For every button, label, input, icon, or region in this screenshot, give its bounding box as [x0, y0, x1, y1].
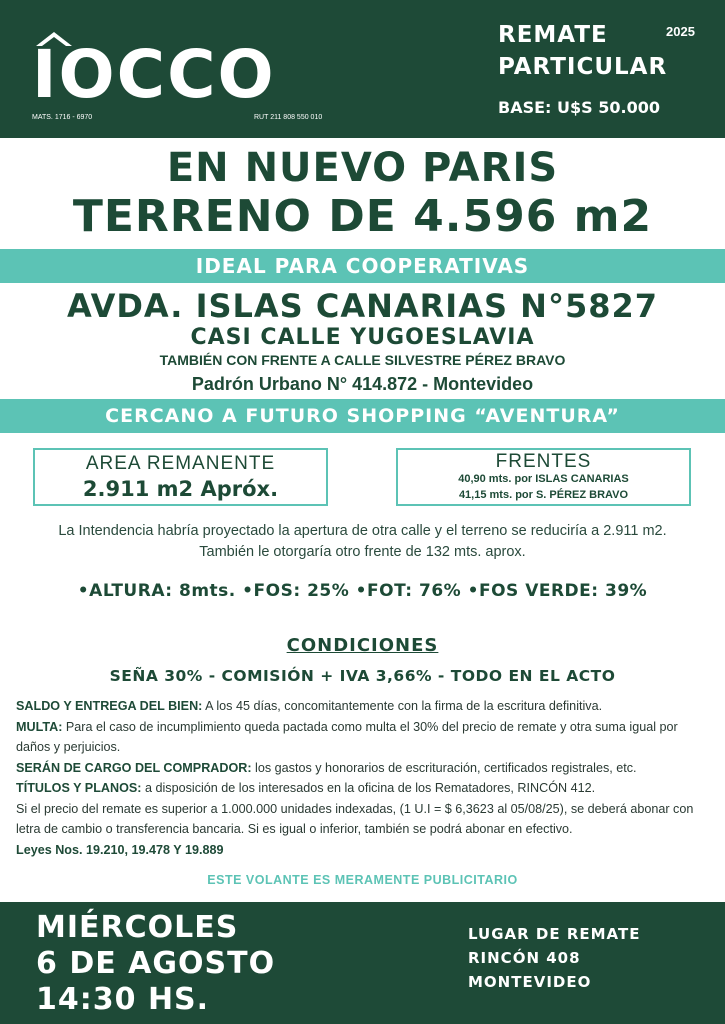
terms-text [16, 696, 712, 860]
auction-time: 14:30 HS. [36, 982, 210, 1017]
venue-address: RINCÓN 408 [468, 949, 581, 967]
cargo-text: los gastos y honorarios de escrituración, certificados registrales, etc. [251, 760, 637, 775]
leyes: Leyes Nos. 19.210, 19.478 Y 19.889 [16, 842, 224, 857]
year-label: 2025 [666, 24, 695, 39]
cargo-term [16, 758, 712, 779]
conditions-summary: SEÑA 30% - COMISIÓN + IVA 3,66% - TODO EN EL ACTO [109, 667, 616, 685]
precio-term: Si el precio del remate es superior a 1.000.000 unidades indexadas, (1 U.I = $ 6,3623 al 05/08/25), se deberá abonar con letra de cambio o transferencia bancaria. Si es igual o inferior, también se podrá abonar en efectivo. [16, 801, 694, 836]
cargo-label: SERÁN DE CARGO DEL COMPRADOR: [16, 760, 252, 775]
building-metrics: •ALTURA: 8mts. •FOS: 25% •FOT: 76% •FOS VERDE: 39% [77, 581, 648, 601]
conditions-title: CONDICIONES [286, 635, 439, 656]
multa-label: MULTA: [16, 719, 63, 734]
secondary-frontage: TAMBIÉN CON FRENTE A CALLE SILVESTRE PÉREZ BRAVO [159, 352, 566, 368]
extra-frontage-note: También le otorgaría otro frente de 132 mts. aprox. [199, 544, 526, 560]
saldo-text: A los 45 días, concomitantemente con la firma de la escritura definitiva. [202, 699, 603, 713]
frente-perez-bravo: 41,15 mts. por S. PÉREZ BRAVO [458, 489, 629, 501]
venue-city: MONTEVIDEO [468, 973, 592, 991]
area-label: AREA REMANENTE [85, 453, 276, 474]
multa-term [16, 717, 712, 758]
frente-islas-canarias: 40,90 mts. por ISLAS CANARIAS [458, 473, 629, 485]
logo-text: IOCCO [32, 36, 276, 113]
frentes-box [396, 448, 691, 506]
titulos-term [16, 778, 712, 799]
address: AVDA. ISLAS CANARIAS N°5827 [66, 287, 658, 325]
header-banner [0, 0, 725, 138]
area-remanente-box [33, 448, 328, 506]
base-price: BASE: U$S 50.000 [498, 98, 660, 117]
particular-label: PARTICULAR [498, 54, 668, 80]
title-land-size: TERRENO DE 4.596 m2 [72, 191, 653, 242]
frentes-label: FRENTES [495, 451, 592, 472]
cross-street: CASI CALLE YUGOESLAVIA [190, 325, 535, 350]
auction-weekday: MIÉRCOLES [36, 910, 239, 945]
rut-number: RUT 211 808 550 010 [254, 114, 323, 121]
titulos-label: TÍTULOS Y PLANOS: [16, 781, 142, 795]
remate-label: REMATE [498, 22, 608, 48]
logo [32, 32, 332, 127]
auction-type-block [498, 22, 708, 127]
multa-text: Para el caso de incumplimiento queda pactada como multa el 30% del precio de remate y otra suma igual por daños y perjuicios. [16, 719, 678, 754]
saldo-term [16, 696, 712, 717]
intendencia-note: La Intendencia habría proyectado la apertura de otra calle y el terreno se reduciría a 2.911 m2. [58, 523, 667, 539]
footer-banner [0, 902, 725, 1024]
disclaimer: ESTE VOLANTE ES MERAMENTE PUBLICITARIO [207, 873, 518, 887]
auction-date: 6 DE AGOSTO [36, 946, 276, 981]
venue-label: LUGAR DE REMATE [468, 925, 641, 943]
title-location: EN NUEVO PARIS [166, 145, 559, 191]
area-value: 2.911 m2 Apróx. [82, 477, 279, 501]
license-numbers: MATS. 1716 - 6970 [32, 114, 93, 121]
saldo-label: SALDO Y ENTREGA DEL BIEN: [16, 699, 203, 713]
shopping-band: CERCANO A FUTURO SHOPPING “AVENTURA” [0, 399, 725, 433]
ideal-cooperativas-band: IDEAL PARA COOPERATIVAS [0, 249, 725, 283]
padron-number: Padrón Urbano N° 414.872 - Montevideo [191, 374, 534, 394]
titulos-text: a disposición de los interesados en la oficina de los Rematadores, RINCÓN 412. [141, 781, 596, 795]
